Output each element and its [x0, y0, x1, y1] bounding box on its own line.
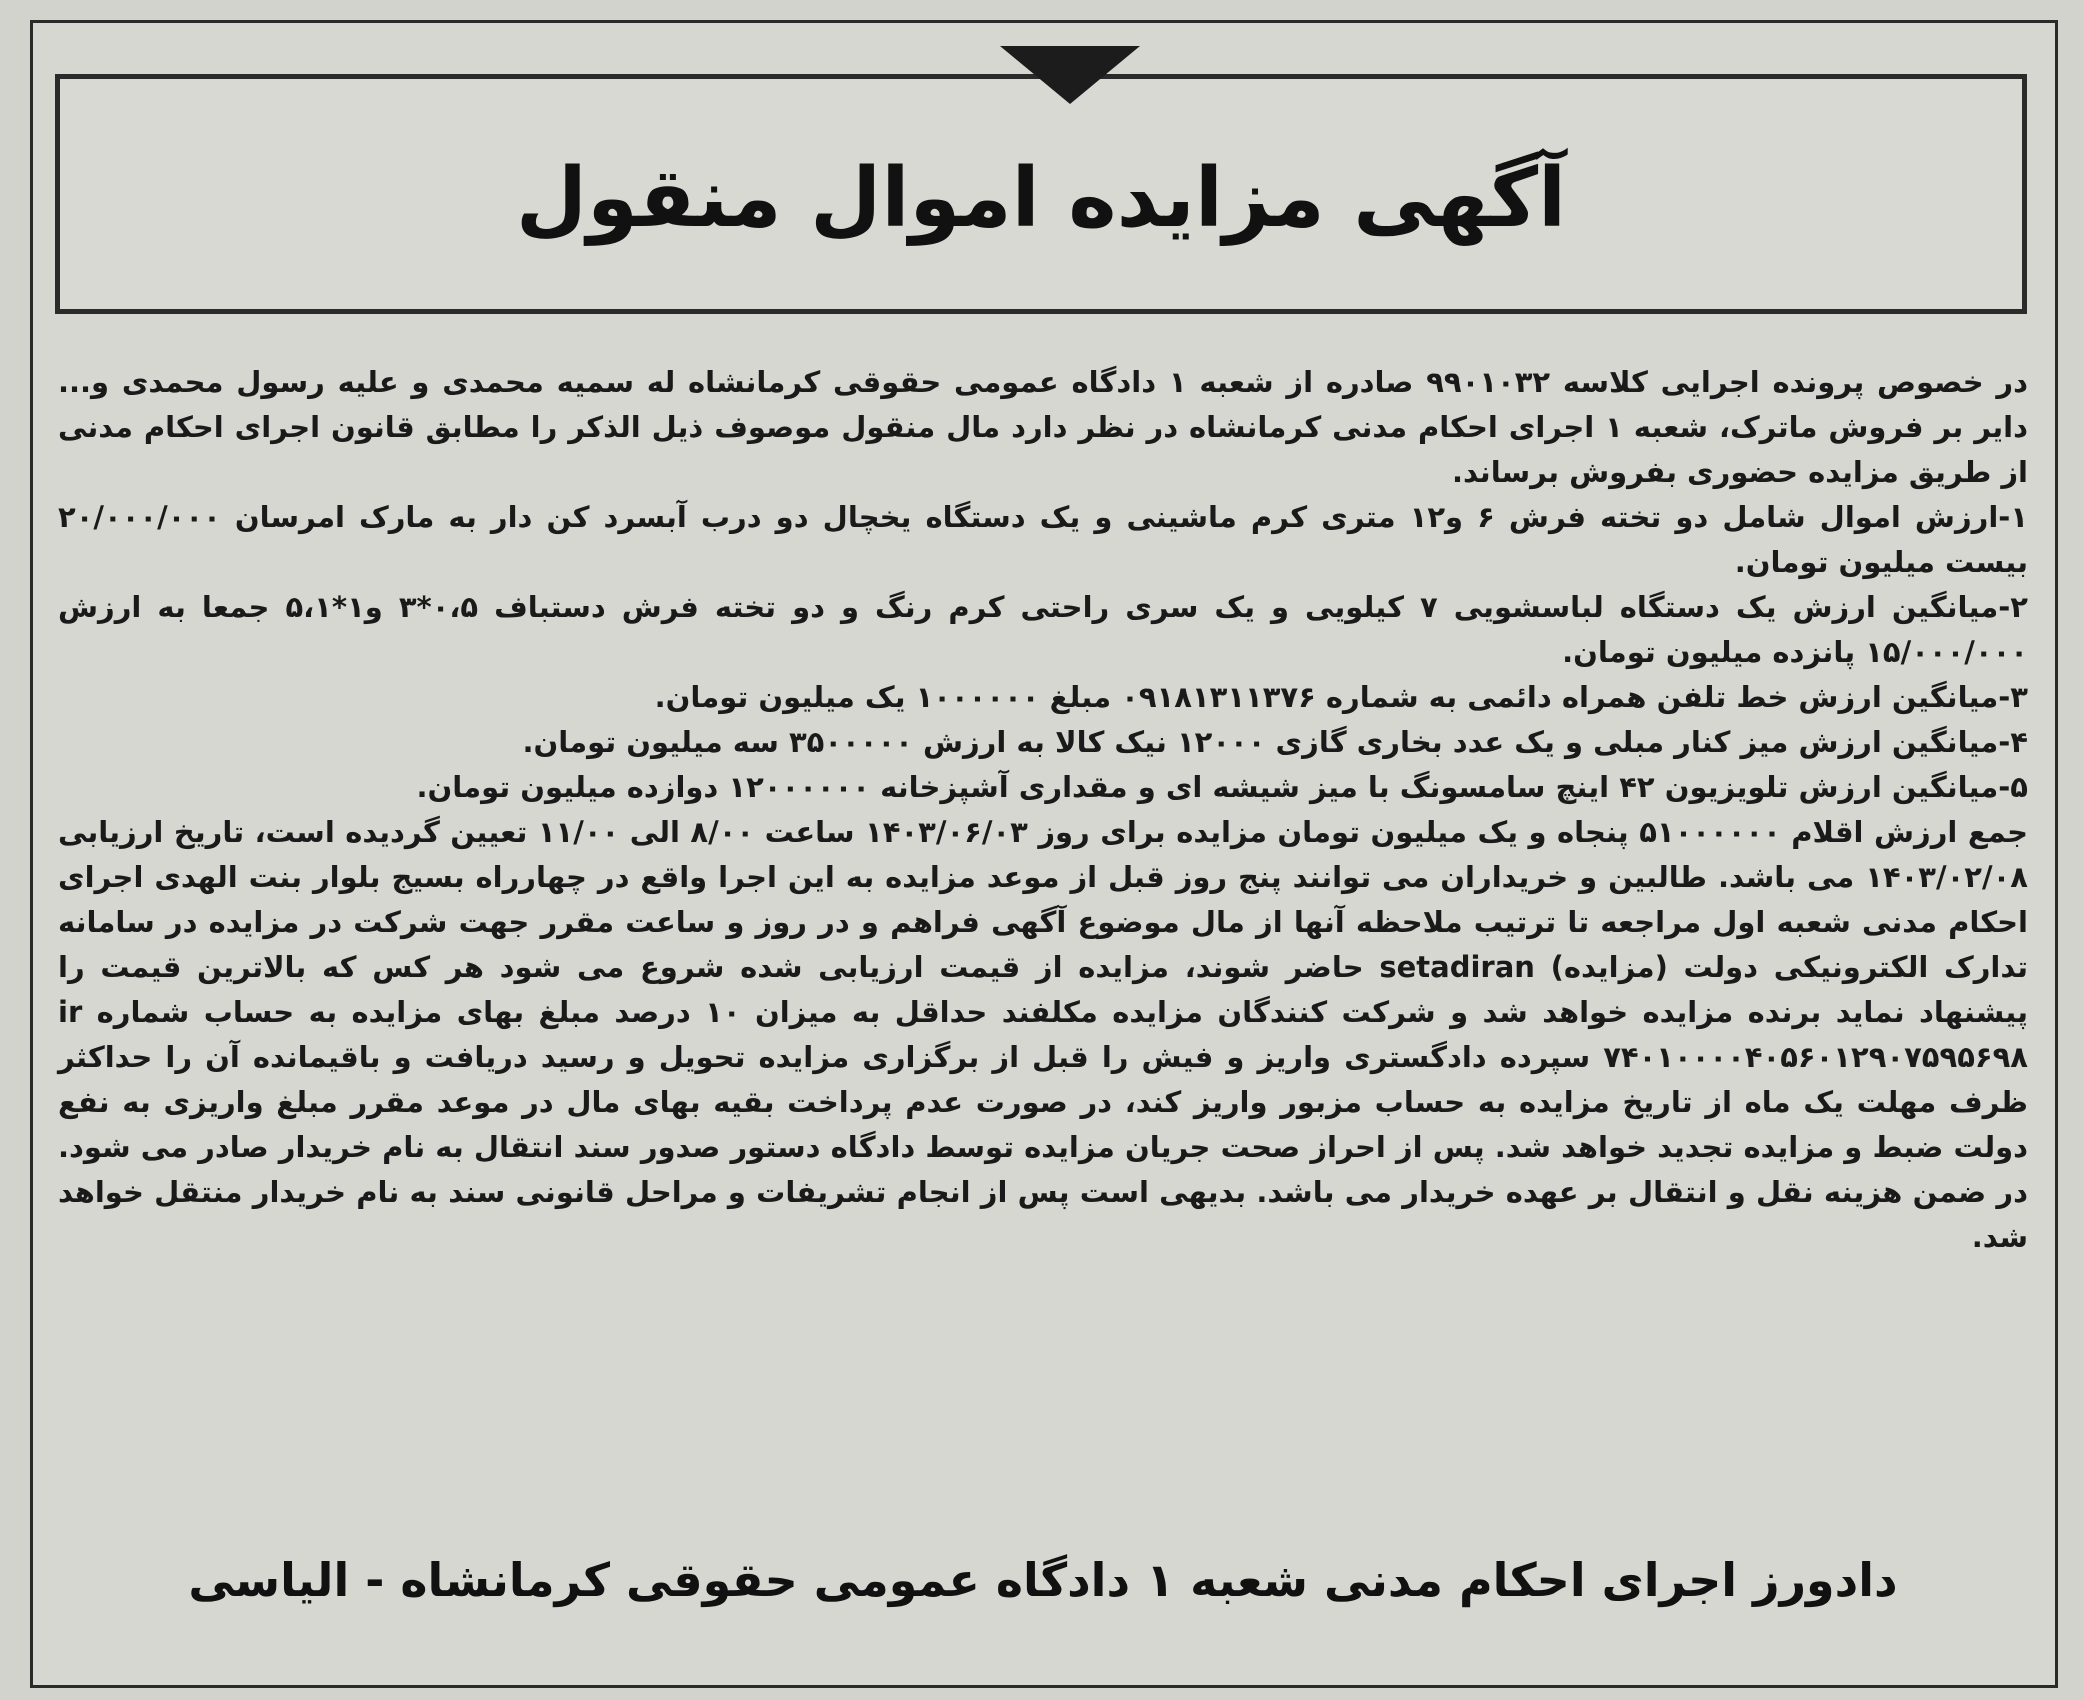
item-4: ۴-میانگین ارزش میز کنار مبلی و یک عدد بخاری گازی ۱۲۰۰۰ نیک کالا به ارزش ۳۵۰۰۰۰۰ سه میلیون تومان. — [522, 725, 2028, 759]
item-5: ۵-میانگین ارزش تلویزیون ۴۲ اینچ سامسونگ با میز شیشه ای و مقداری آشپزخانه ۱۲۰۰۰۰۰۰ دوازده میلیون تومان. — [416, 770, 2028, 804]
intro-paragraph: در خصوص پرونده اجرایی کلاسه ۹۹۰۱۰۳۲ صادره از شعبه ۱ دادگاه عمومی حقوقی کرمانشاه له سمیه محمدی و علیه رسول محمدی و... دایر بر فروش ماترک، شعبه ۱ اجرای احکام مدنی کرمانشاه در نظر دارد مال منقول موصوف ذیل الذکر را مطابق قانون اجرای احکام مدنی از طریق مزایده حضوری بفروش برساند. — [58, 365, 2029, 489]
closing-paragraph: جمع ارزش اقلام ۵۱۰۰۰۰۰۰ پنجاه و یک میلیون تومان مزایده برای روز ۱۴۰۳/۰۶/۰۳ ساعت ۸/۰۰ الی ۱۱/۰۰ تعیین گردیده است، تاریخ ارزیابی ۱۴۰۳/۰۲/۰۸ می باشد. طالبین و خریداران می توانند پنج روز قبل از موعد مزایده به این اجرا واقع در چهارراه بسیج بلوار بنت الهدی اجرای احکام مدنی شعبه اول مراجعه تا ترتیب ملاحظه آنها از مال موضوع آگهی فراهم و در روز و ساعت مقرر جهت شرکت در مزایده در سامانه تدارک الکترونیکی دولت (مزایده) setadiran حاضر شوند، مزایده از قیمت ارزیابی شده شروع می شود هر کس که بالاترین قیمت را پیشنهاد نماید برنده مزایده خواهد شد و شرکت کنندگان مزایده مکلفند حداقل به میزان ۱۰ درصد مبلغ بهای مزایده به حساب شماره ir ۷۴۰۱۰۰۰۰۴۰۵۶۰۱۲۹۰۷۵۹۵۶۹۸ سپرده دادگستری واریز و فیش را قبل از برگزاری مزایده تحویل و رسید دریافت و باقیمانده آن را حداکثر ظرف مهلت یک ماه از تاریخ مزایده به حساب مزبور واریز کند، در صورت عدم پرداخت بقیه بهای مال در موعد مقرر مبلغ واریزی به نفع دولت ضبط و مزایده تجدید خواهد شد. پس از احراز صحت جریان مزایده توسط دادگاه دستور صدور سند انتقال به نام خریدار صادر می شود. در ضمن هزینه نقل و انتقال بر عهده خریدار می باشد. بدیهی است پس از انجام تشریفات و مراحل قانونی سند به نام خریدار منتقل خواهد شد. — [58, 815, 2029, 1254]
title-box — [55, 74, 2027, 314]
signature-line: دادورز اجرای احکام مدنی شعبه ۱ دادگاه عمومی حقوقی کرمانشاه - الیاسی — [188, 1553, 1898, 1607]
item-2: ۲-میانگین ارزش یک دستگاه لباسشویی ۷ کیلویی و یک سری راحتی کرم رنگ و دو تخته فرش دستباف ۰،۵*۳ و۱*۵،۱ جمعا به ارزش ۱۵/۰۰۰/۰۰۰ پانزده میلیون تومان. — [58, 590, 2028, 669]
arrow-down-icon — [1000, 46, 1140, 104]
item-3: ۳-میانگین ارزش خط تلفن همراه دائمی به شماره ۰۹۱۸۱۳۱۱۳۷۶ مبلغ ۱۰۰۰۰۰۰ یک میلیون تومان. — [654, 680, 2028, 714]
notice-body — [58, 360, 2028, 1260]
notice-title: آگهی مزایده اموال منقول — [515, 151, 1567, 246]
item-1: ۱-ارزش اموال شامل دو تخته فرش ۶ و۱۲ متری کرم ماشینی و یک دستگاه یخچال دو درب آبسرد کن دار به مارک امرسان ۲۰/۰۰۰/۰۰۰ بیست میلیون تومان. — [58, 500, 2029, 579]
